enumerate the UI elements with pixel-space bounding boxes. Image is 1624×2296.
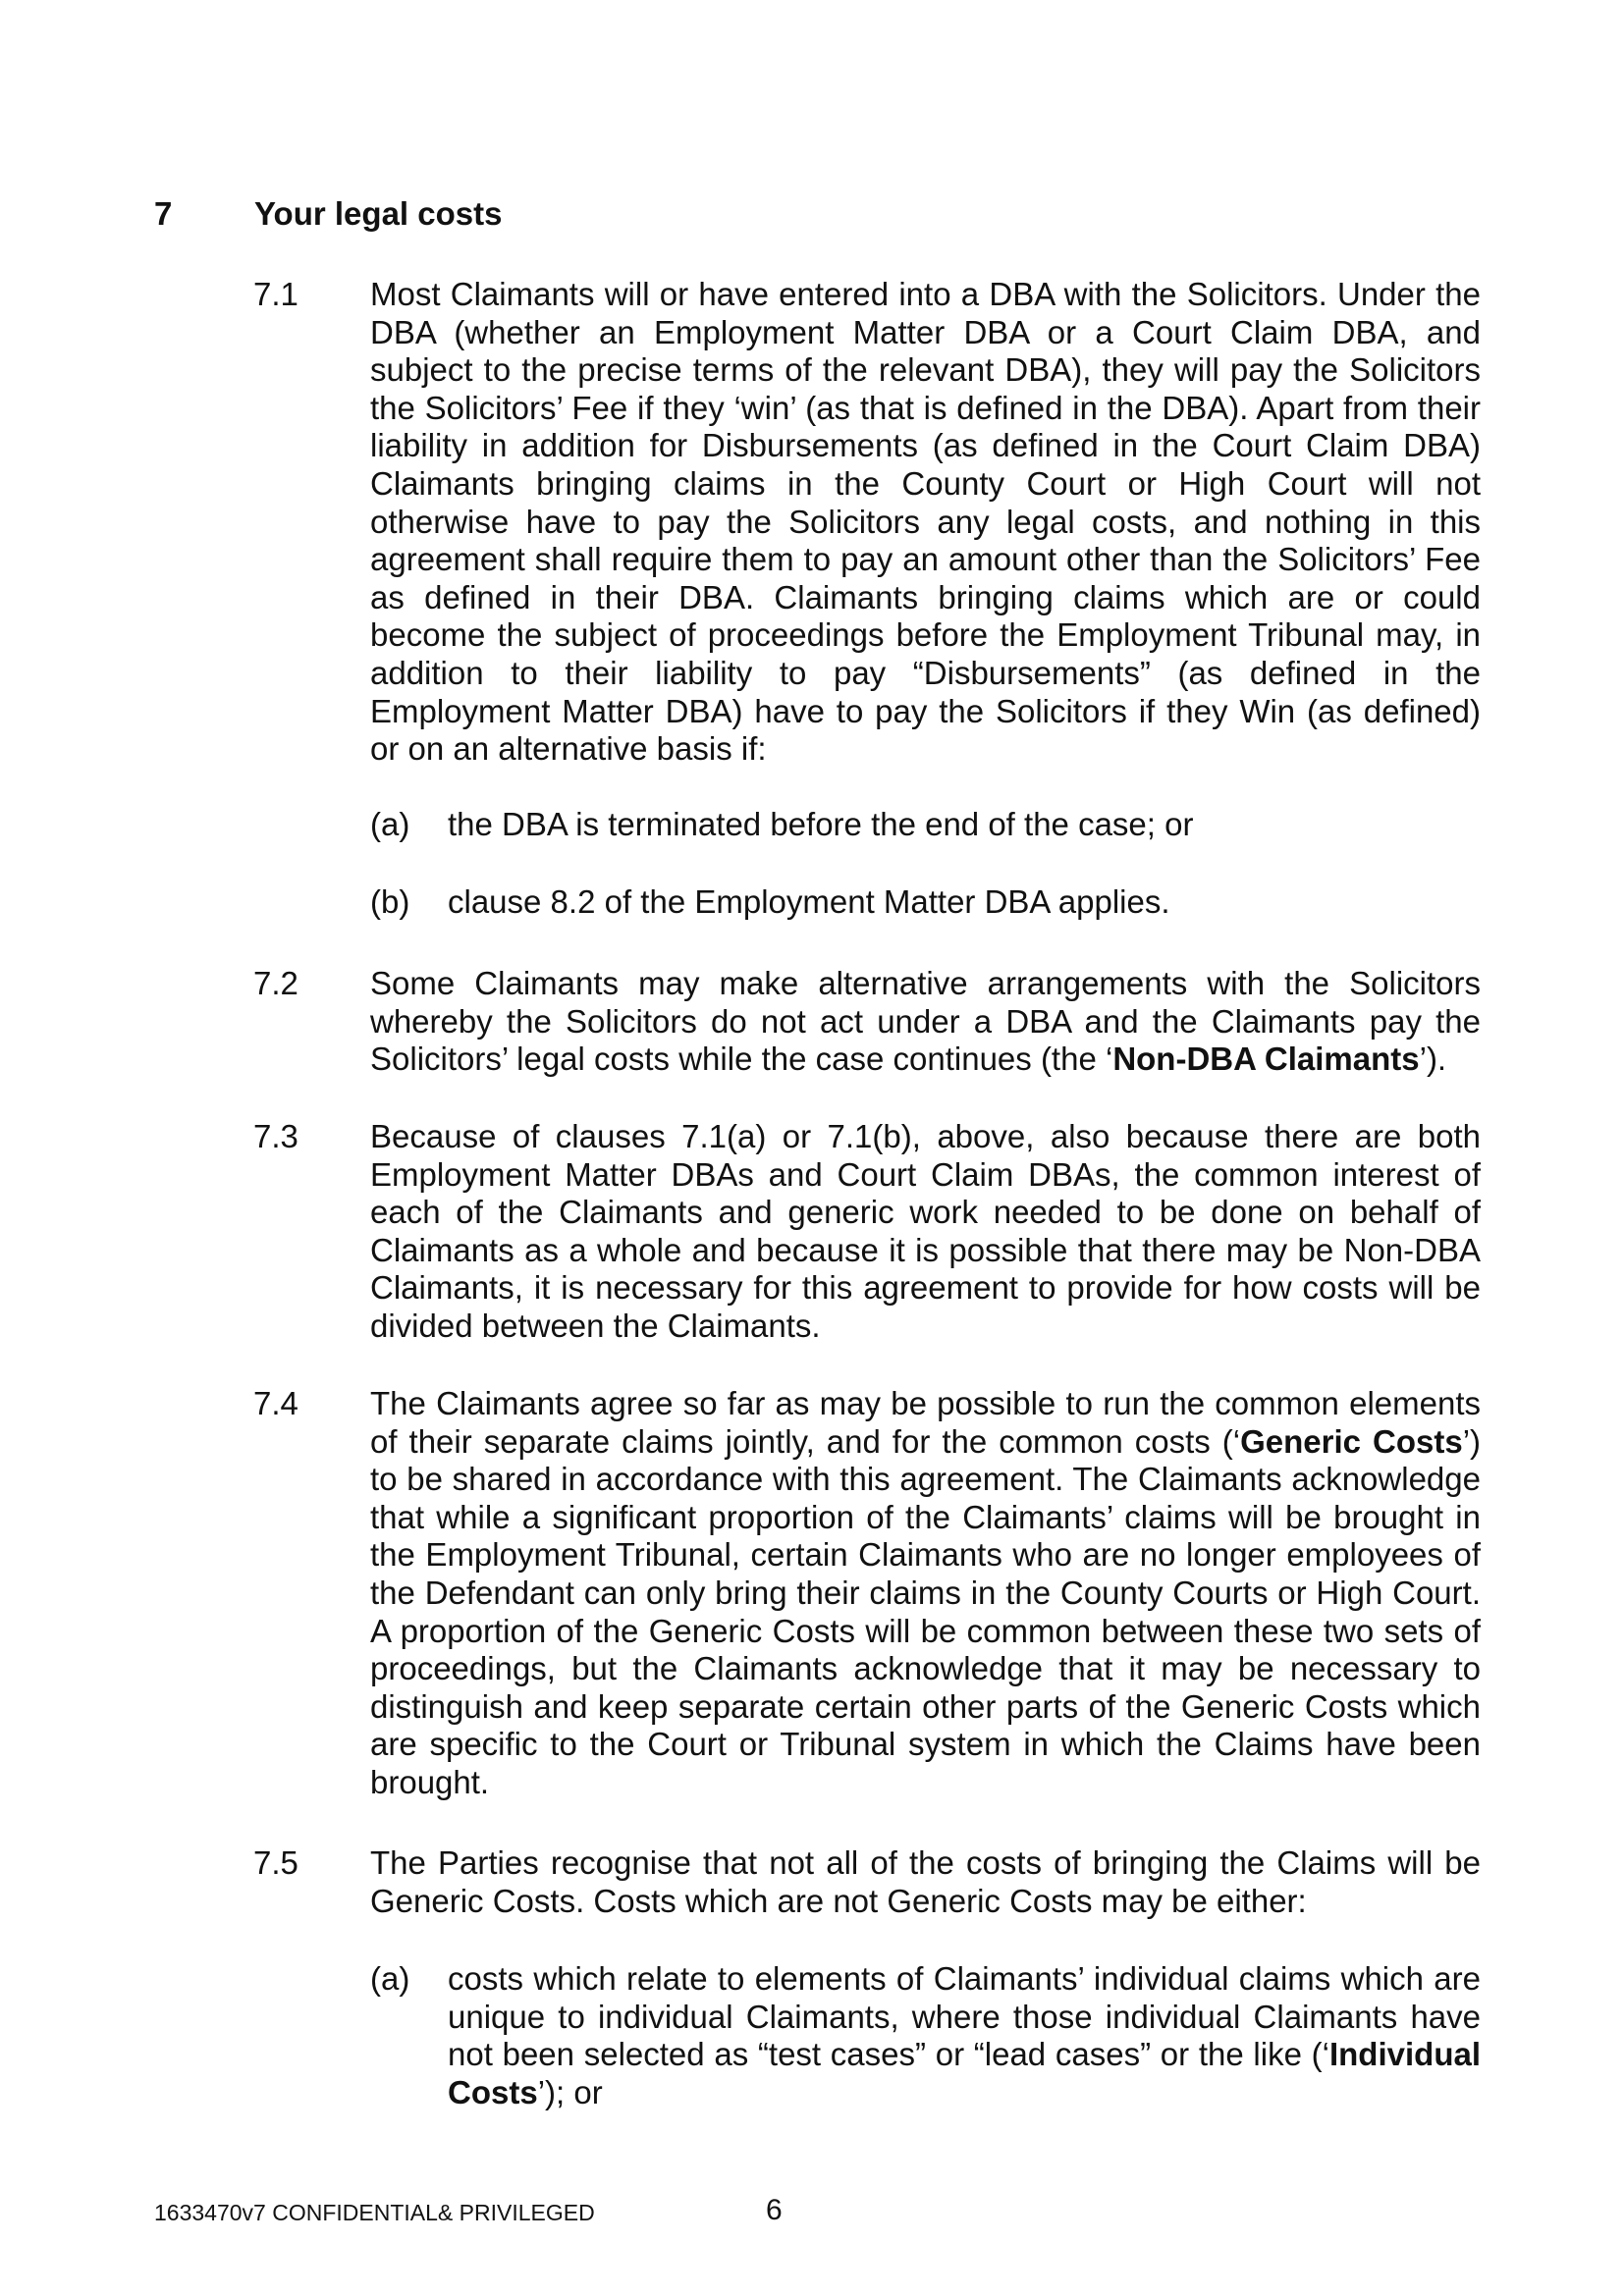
clause-text-before: The Claimants agree so far as may be possible to run the common elements of their separate claims jointly, and for the common costs (‘	[370, 1385, 1481, 1460]
subclause-text-after: ’); or	[537, 2073, 603, 2110]
section-number: 7	[154, 195, 173, 232]
subclause-text	[448, 1960, 1481, 2111]
clause-number: 7.1	[253, 276, 298, 312]
clause-text: Because of clauses 7.1(a) or 7.1(b), above, also because there are both Employment Matter DBAs and Court Claim DBAs, the common interest of each of the Claimants and generic work needed to be done on behalf of Claimants as a whole and because it is possible that there may be Non-DBA Claimants, it is necessary for this agreement to provide for how costs will be divided between the Claimants.	[370, 1118, 1481, 1344]
subclause-label: (a)	[370, 806, 410, 842]
section-title: Your legal costs	[254, 195, 503, 232]
defined-term-non-dba-claimants: Non-DBA Claimants	[1112, 1041, 1420, 1078]
clause-7-5-a	[370, 1960, 1481, 2111]
footer-document-reference: 1633470v7 CONFIDENTIAL& PRIVILEGED	[154, 2200, 595, 2225]
footer-page-number: 6	[766, 2194, 783, 2226]
defined-term-individual-costs: Individual Costs	[448, 2036, 1481, 2110]
subclause-text: clause 8.2 of the Employment Matter DBA applies.	[448, 883, 1170, 920]
clause-number: 7.4	[253, 1385, 298, 1421]
clause-number: 7.3	[253, 1118, 298, 1154]
clause-text-before: Some Claimants may make alternative arrangements with the Solicitors whereby the Solicitors do not act under a DBA and the Claimants pay the Solicitors’ legal costs while the case continues (the ‘	[370, 965, 1481, 1078]
clause-7-1-a	[370, 806, 1481, 844]
clause-7-3	[253, 1118, 1481, 1346]
clause-7-5	[253, 1844, 1481, 1920]
clause-text	[370, 1385, 1481, 1802]
defined-term-generic-costs: Generic Costs	[1240, 1422, 1463, 1460]
subclause-text-before: costs which relate to elements of Claimants’ individual claims which are unique to individual Claimants, where those individual Claimants have not been selected as “test cases” or “lead cases” or the like (‘	[448, 1960, 1481, 2073]
clause-text: Most Claimants will or have entered into a DBA with the Solicitors. Under the DBA (whether an Employment Matter DBA or a Court Claim DBA, and subject to the precise terms of the relevant DBA), they will pay the Solicitors the Solicitors’ Fee if they ‘win’ (as that is defined in the DBA). Apart from their liability in addition for Disbursements (as defined in the Court Claim DBA) Claimants bringing claims in the County Court or High Court will not otherwise have to pay the Solicitors any legal costs, and nothing in this agreement shall require them to pay an amount other than the Solicitors’ Fee as defined in their DBA. Claimants bringing claims which are or could become the subject of proceedings before the Employment Tribunal may, in addition to their liability to pay “Disbursements” (as defined in the Employment Matter DBA) have to pay the Solicitors if they Win (as defined) or on an alternative basis if:	[370, 276, 1481, 768]
clause-text-after: ’).	[1419, 1041, 1447, 1078]
clause-7-4	[253, 1385, 1481, 1802]
clause-number: 7.2	[253, 965, 298, 1001]
clause-text-after: ’) to be shared in accordance with this agreement. The Claimants acknowledge that while a significant proportion of the Claimants’ claims will be brought in the Employment Tribunal, certain Claimants who are no longer employees of the Defendant can only bring their claims in the County Courts or High Court. A proportion of the Generic Costs will be common between these two sets of proceedings, but the Claimants acknowledge that it may be necessary to distinguish and keep separate certain other parts of the Generic Costs which are specific to the Court or Tribunal system in which the Claims have been brought.	[370, 1422, 1482, 1800]
clause-7-1-b	[370, 883, 1481, 922]
clause-7-2	[253, 965, 1481, 1079]
clause-text	[370, 965, 1481, 1079]
clause-text: The Parties recognise that not all of the costs of bringing the Claims will be Generic Costs. Costs which are not Generic Costs may be either:	[370, 1844, 1481, 1919]
clause-7-1	[253, 276, 1481, 769]
subclause-label: (a)	[370, 1960, 410, 1997]
subclause-text: the DBA is terminated before the end of the case; or	[448, 806, 1194, 842]
clause-number: 7.5	[253, 1844, 298, 1881]
subclause-label: (b)	[370, 883, 410, 920]
